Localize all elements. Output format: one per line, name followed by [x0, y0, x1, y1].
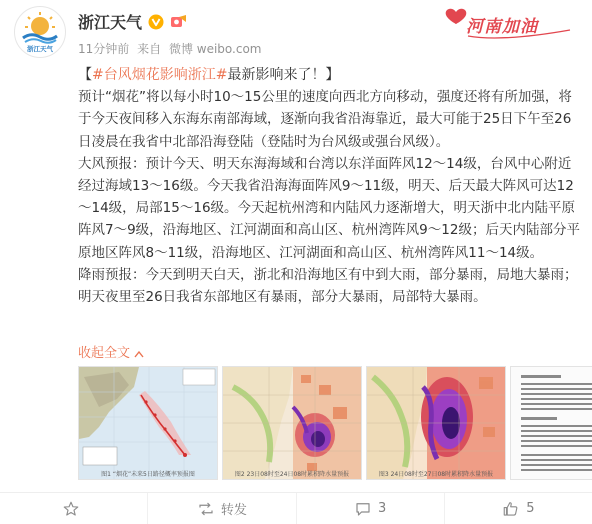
title-rest: 最新影响来了！】 [227, 67, 340, 83]
like-count: 5 [526, 501, 535, 516]
post-title [78, 64, 583, 86]
repost-icon [197, 500, 215, 518]
post-meta [78, 40, 266, 57]
topic-link[interactable]: #台风烟花影响浙江# [92, 67, 228, 83]
collapse-label: 收起全文 [78, 346, 131, 361]
henan-badge [442, 2, 582, 42]
paragraph-forecast: 预计“烟花”将以每小时10～15公里的速度向西北方向移动，强度还将有所加强，将于今天夜间移入东海东南部海域，逐渐向我省沿海靠近，最大可能于25日下午至26日凌晨在我省中北部沿海登陆（登陆时为台风级或强台风级）。 [78, 89, 572, 150]
paragraph-rain: 降雨预报：今天到明天白天，浙北和沿海地区有中到大雨，部分暴雨，局地大暴雨；明天夜里至26日我省东部地区有暴雨，部分大暴雨，局部特大暴雨。 [78, 266, 578, 306]
action-bar [0, 493, 592, 524]
author-row [78, 10, 188, 33]
paragraph-wind: 大风预报：预计今天、明天东海海域和台湾以东洋面阵风12～14级，台风中心附近经过海域13～16级。今天我省沿海海面阵风9～11级，明天、后天最大阵风可达12～14级，局部15～16级。今天起杭州湾和内陆风力逐渐增大，明天浙中北内陆平原阵风7～9级，沿海地区、江河湖面和高山区、杭州湾阵风9～12级；后天内陆部分平原地区阵风8～11级，沿海地区、江河湖面和高山区、杭州湾阵风11～14级。 [78, 155, 580, 261]
post-content [78, 64, 583, 308]
title-bracket: 【 [78, 67, 92, 83]
star-icon [62, 500, 80, 518]
document-image[interactable] [510, 366, 592, 480]
favorite-button[interactable] [0, 493, 148, 524]
comment-icon [354, 500, 372, 518]
repost-button[interactable] [148, 493, 296, 524]
vip-badge-icon[interactable] [170, 14, 188, 30]
like-button[interactable] [445, 493, 592, 524]
track-map-image[interactable] [78, 366, 218, 480]
rainfall-map-image-1[interactable] [222, 366, 362, 480]
comment-count: 3 [377, 501, 387, 516]
post-source[interactable]: 微博 weibo.com [168, 42, 262, 56]
image-gallery [78, 366, 592, 480]
image-caption-3: 图3 24日08时至27日08时累积降水量预报 [378, 471, 494, 478]
avatar-caption: 浙江天气 [27, 45, 53, 53]
image-caption-2: 图2 23日08时至24日08时累积降水量预报 [234, 471, 350, 478]
author-avatar[interactable] [14, 6, 66, 58]
image-caption-1: 图1 “烟花”未来5日路径概率预报图 [101, 471, 195, 478]
chevron-up-icon [134, 350, 144, 358]
post-time[interactable]: 11分钟前 [78, 42, 130, 56]
rainfall-map-image-2[interactable] [366, 366, 506, 480]
repost-label: 转发 [220, 503, 247, 518]
henan-badge-text: 河南加油 [466, 17, 538, 37]
comment-button[interactable] [297, 493, 445, 524]
thumbs-up-icon [502, 500, 520, 518]
verified-v-icon [148, 14, 164, 30]
source-prefix: 来自 [137, 42, 162, 56]
collapse-text-link[interactable] [78, 342, 144, 361]
author-name[interactable]: 浙江天气 [78, 13, 143, 32]
